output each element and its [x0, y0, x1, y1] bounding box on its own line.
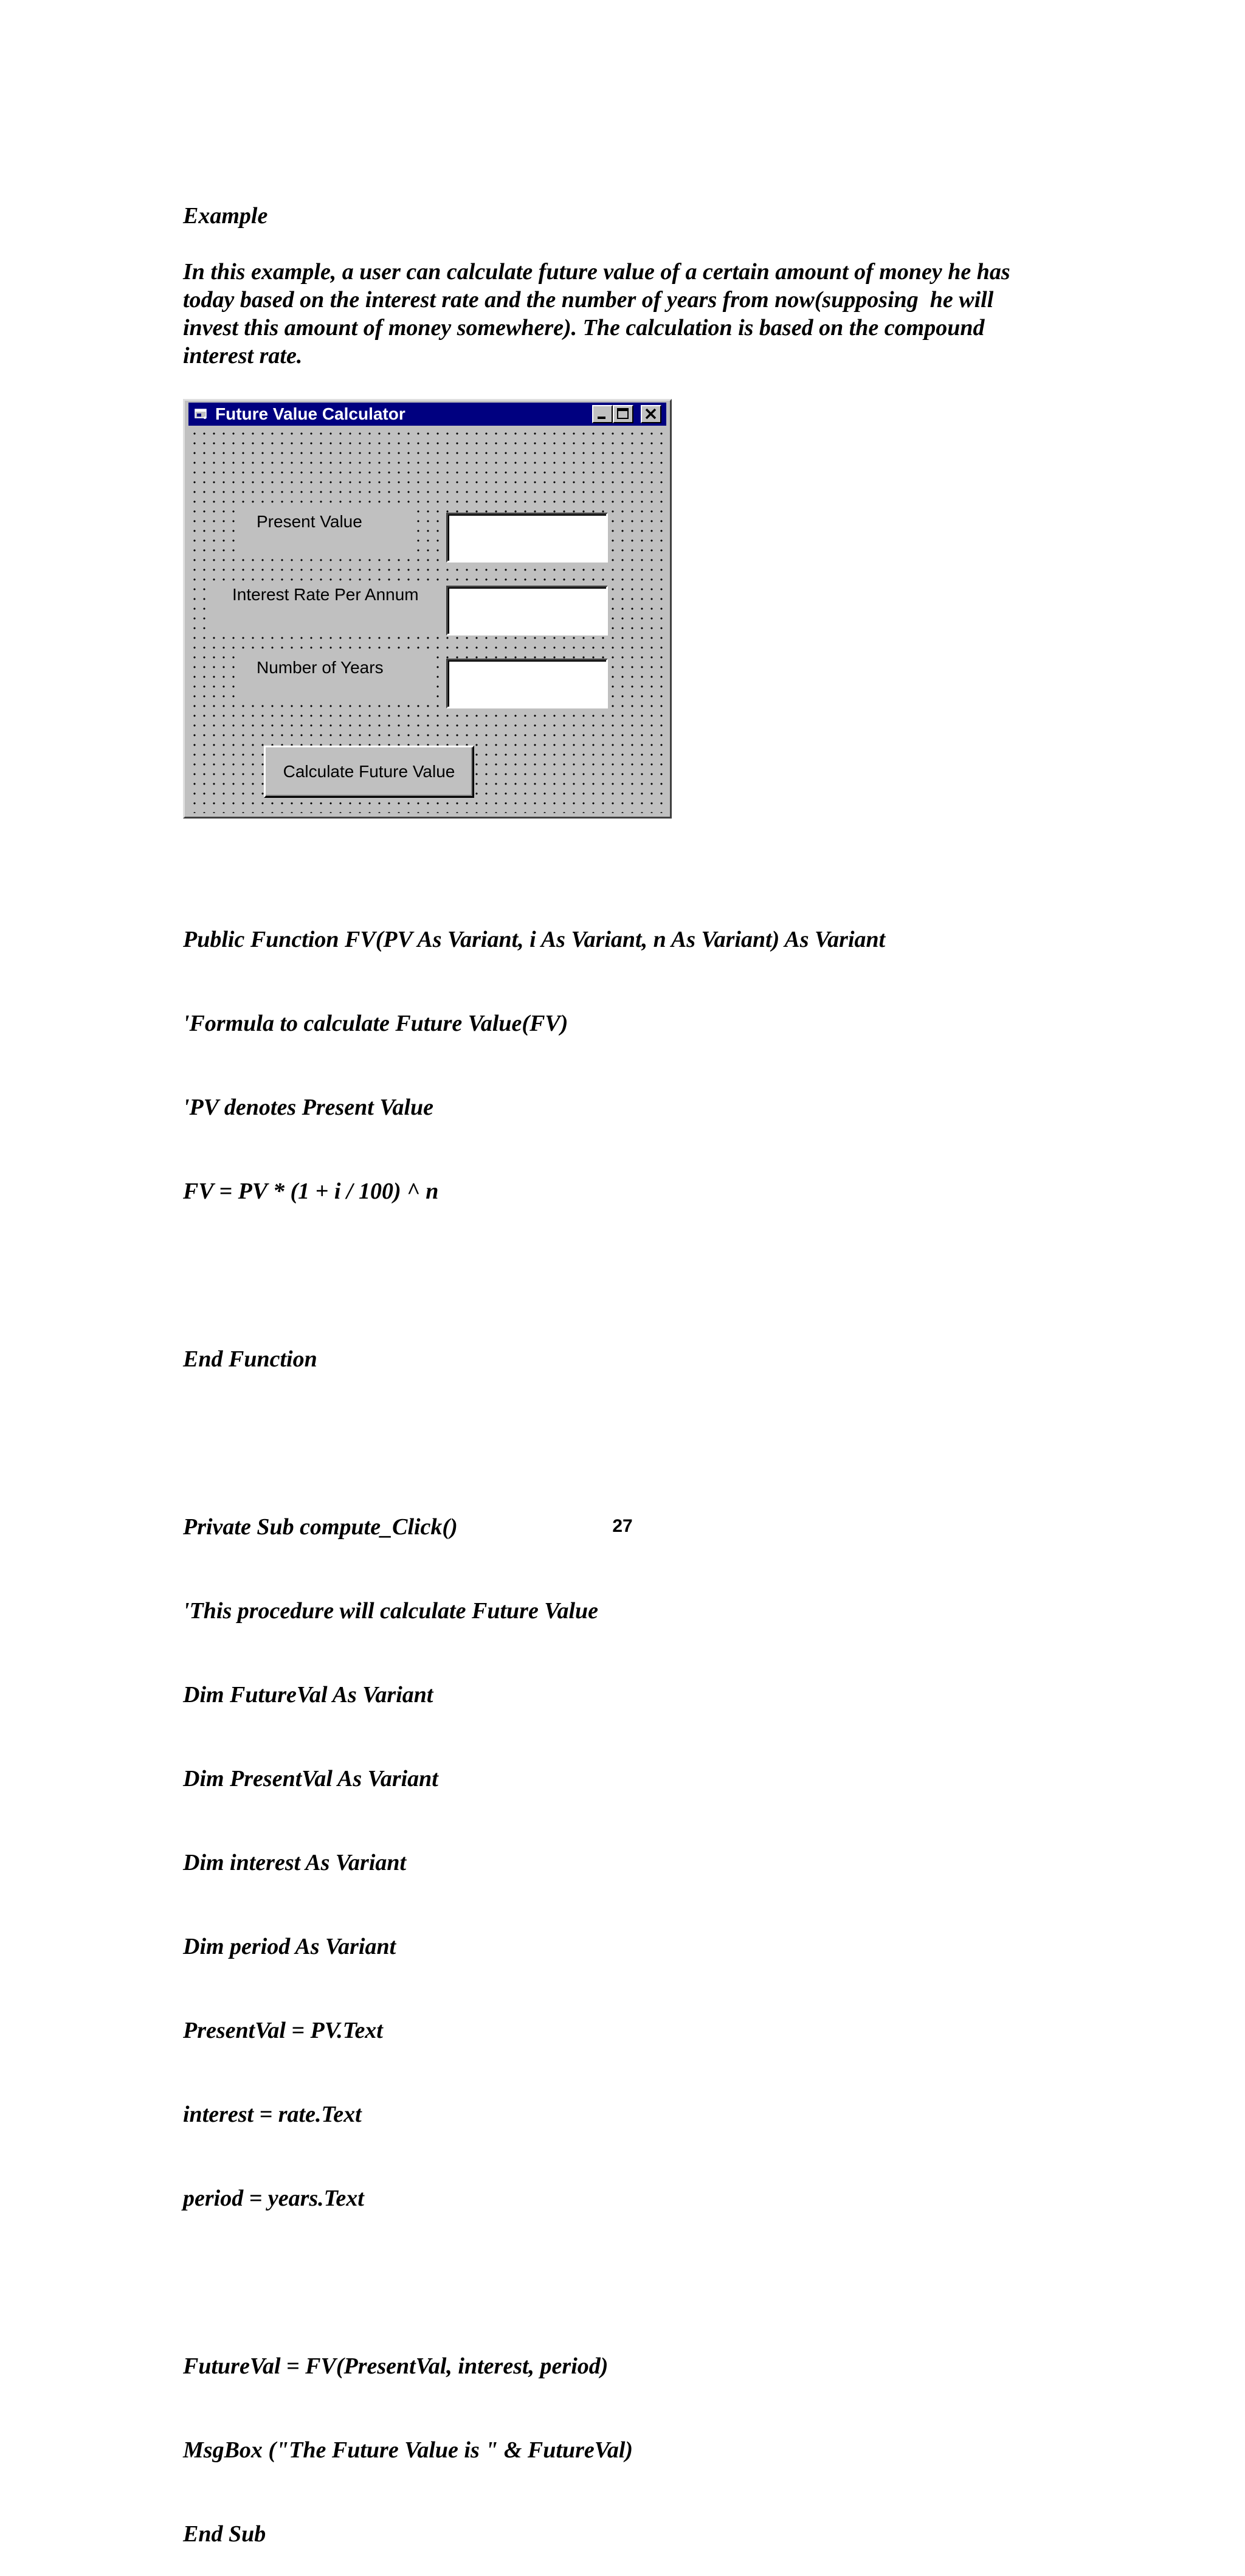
code-line: Dim FutureVal As Variant: [183, 1682, 433, 1708]
code-line: interest = rate.Text: [183, 2102, 362, 2127]
intro-paragraph: [183, 258, 1077, 370]
code-line: MsgBox ("The Future Value is " & FutureVal): [183, 2437, 633, 2463]
future-value-calculator-window: [183, 399, 672, 819]
code-line: Dim PresentVal As Variant: [183, 1766, 438, 1792]
close-button[interactable]: [641, 405, 661, 423]
code-line: 'Formula to calculate Future Value(FV): [183, 1011, 568, 1036]
present-value-input[interactable]: [446, 513, 608, 563]
code-line: Private Sub compute_Click(): [183, 1514, 458, 1540]
interest-rate-label: Interest Rate Per Annum: [213, 582, 457, 631]
number-of-years-label: Number of Years: [237, 655, 436, 704]
code-line: Public Function FV(PV As Variant, i As Variant, n As Variant) As Variant: [183, 927, 886, 952]
code-line: [183, 2268, 885, 2296]
code-line: period = years.Text: [183, 2186, 364, 2211]
close-icon: [642, 406, 660, 422]
maximize-icon: [614, 406, 632, 422]
title-bar[interactable]: [188, 403, 666, 426]
code-line: Dim interest As Variant: [183, 1850, 407, 1875]
code-listing: [183, 870, 885, 2576]
code-line: [183, 1261, 885, 1289]
code-line: [183, 1429, 885, 1457]
section-heading: Example: [183, 203, 268, 229]
intro-line: interest rate.: [183, 343, 303, 369]
number-of-years-input[interactable]: [446, 659, 608, 708]
code-line: 'This procedure will calculate Future Value: [183, 1598, 598, 1624]
present-value-label: Present Value: [237, 509, 412, 558]
maximize-button[interactable]: [613, 405, 633, 423]
code-line: Dim period As Variant: [183, 1934, 396, 1959]
minimize-icon: [593, 406, 612, 422]
calculate-future-value-button[interactable]: Calculate Future Value: [264, 746, 474, 798]
intro-line: In this example, a user can calculate future value of a certain amount of money he has: [183, 259, 1010, 285]
page-number: 27: [612, 1516, 633, 1536]
window-title: Future Value Calculator: [215, 404, 405, 423]
app-icon: [195, 408, 208, 420]
form-design-grid: [188, 428, 666, 813]
code-line: FV = PV * (1 + i / 100) ^ n: [183, 1179, 439, 1204]
minimize-button[interactable]: [592, 405, 613, 423]
code-line: 'PV denotes Present Value: [183, 1095, 434, 1120]
intro-line: invest this amount of money somewhere). The calculation is based on the compound: [183, 315, 985, 341]
interest-rate-input[interactable]: [446, 586, 608, 635]
code-line: PresentVal = PV.Text: [183, 2018, 383, 2043]
intro-line: today based on the interest rate and the number of years from now(supposing he will: [183, 287, 994, 313]
code-line: End Function: [183, 1346, 317, 1372]
code-line: FutureVal = FV(PresentVal, interest, period): [183, 2353, 609, 2379]
code-line: End Sub: [183, 2521, 266, 2547]
